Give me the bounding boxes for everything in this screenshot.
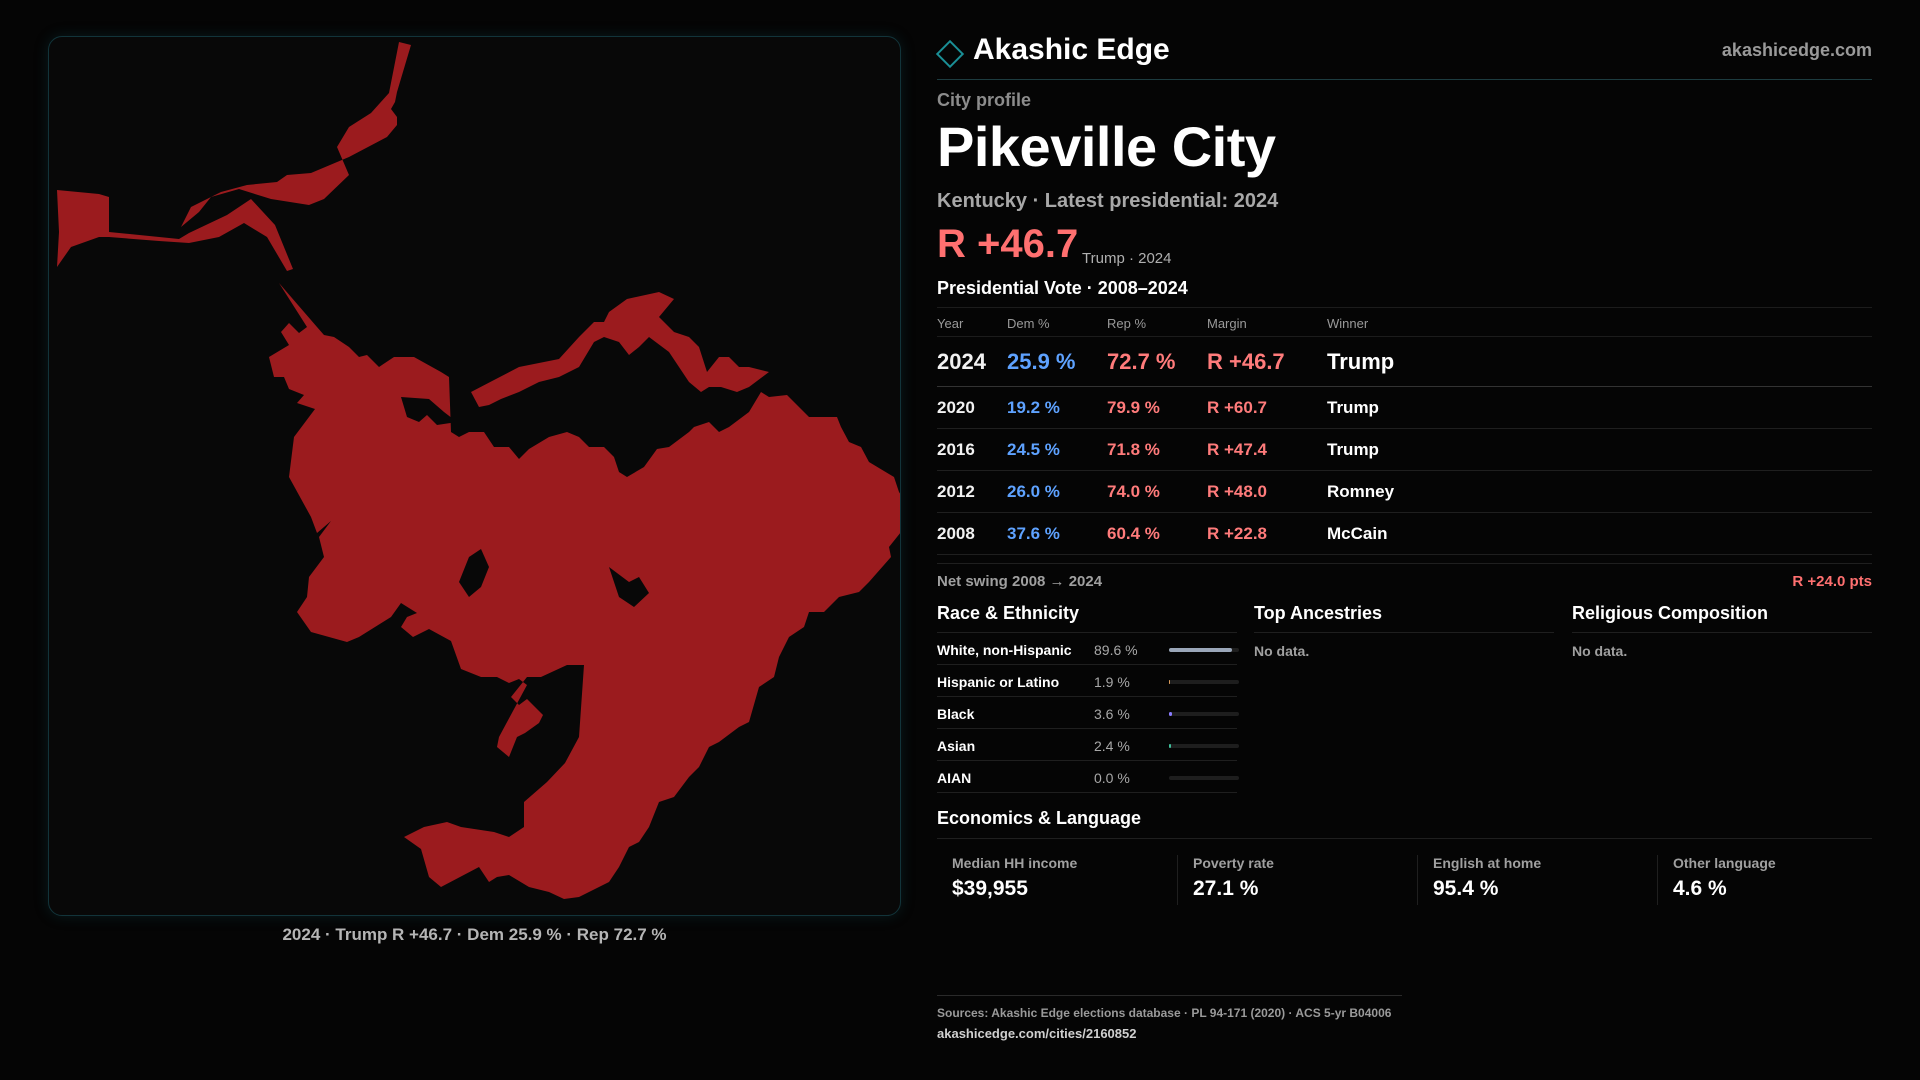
- brand-name: Akashic Edge: [973, 33, 1170, 66]
- race-pct: 1.9 %: [1094, 674, 1130, 690]
- profile-kicker: City profile: [937, 90, 1032, 110]
- boundary-west-arm: [57, 190, 293, 271]
- race-row: [937, 633, 1237, 665]
- row-margin: R +48.0: [1207, 482, 1268, 501]
- race-label: AIAN: [937, 770, 972, 786]
- net-swing-label: Net swing 2008 → 2024: [937, 573, 1103, 590]
- race-bar-track: [1169, 712, 1239, 716]
- row-margin: R +22.8: [1207, 524, 1268, 543]
- net-swing-value: R +24.0 pts: [1792, 573, 1872, 590]
- row-winner: Trump: [1327, 398, 1379, 417]
- table-row: [937, 513, 1872, 555]
- boundary-polygons: [57, 42, 901, 899]
- city-boundary-map: [48, 36, 901, 916]
- city-boundary-shape: [49, 37, 901, 916]
- header-winner: Winner: [1327, 316, 1369, 331]
- race-row: [937, 761, 1237, 793]
- table-row: [937, 471, 1872, 513]
- row-year: 2016: [937, 440, 975, 459]
- row-rep: 74.0 %: [1107, 482, 1160, 501]
- city-profile-panel: [937, 0, 1872, 1080]
- header-margin: Margin: [1207, 316, 1247, 331]
- econ-value: 4.6 %: [1673, 877, 1727, 900]
- race-bar-fill: [1169, 648, 1232, 652]
- source-link[interactable]: akashicedge.com/cities/2160852: [937, 1026, 1137, 1041]
- econ-other-language: [1657, 855, 1887, 905]
- religion-section: [1572, 603, 1872, 659]
- row-year: 2020: [937, 398, 975, 417]
- header-year: Year: [937, 316, 964, 331]
- race-pct: 3.6 %: [1094, 706, 1130, 722]
- econ-value: 27.1 %: [1193, 877, 1259, 900]
- race-row: [937, 665, 1237, 697]
- race-bar-track: [1169, 744, 1239, 748]
- race-section-title: Race & Ethnicity: [937, 603, 1237, 633]
- boundary-north-arm: [181, 42, 411, 227]
- ancestries-empty: No data.: [1254, 643, 1310, 659]
- brand-url[interactable]: akashicedge.com: [1721, 40, 1872, 60]
- religion-empty: No data.: [1572, 643, 1628, 659]
- sources-text: Sources: Akashic Edge elections database · PL 94-171 (2020) · ACS 5-yr B04006: [937, 1006, 1392, 1020]
- race-label: White, non-Hispanic: [937, 642, 1072, 658]
- economics-section-title: Economics & Language: [937, 808, 1142, 828]
- econ-label: Other language: [1673, 855, 1776, 871]
- row-rep: 60.4 %: [1107, 524, 1160, 543]
- row-rep: 79.9 %: [1107, 398, 1160, 417]
- table-header: [937, 307, 1872, 337]
- race-bar-fill: [1169, 712, 1172, 716]
- econ-poverty-rate: [1177, 855, 1407, 905]
- race-bar-fill: [1169, 744, 1171, 748]
- row-rep: 71.8 %: [1107, 440, 1160, 459]
- row-year: 2024: [937, 349, 986, 374]
- econ-label: Poverty rate: [1193, 855, 1274, 871]
- race-row: [937, 729, 1237, 761]
- race-list: [937, 633, 1237, 793]
- presidential-section-title: Presidential Vote · 2008–2024: [937, 278, 1188, 298]
- race-ethnicity-section: [937, 603, 1237, 793]
- row-winner: Trump: [1327, 349, 1395, 374]
- latest-margin-note: Trump · 2024: [1082, 250, 1172, 267]
- ancestries-section: [1254, 603, 1554, 659]
- net-swing-row: [937, 563, 1872, 593]
- presidential-vote-table: [937, 307, 1872, 555]
- race-bar-track: [1169, 776, 1239, 780]
- row-dem: 26.0 %: [1007, 482, 1060, 501]
- sources-footer: [937, 995, 1402, 1041]
- profile-subline: Kentucky · Latest presidential: 2024: [937, 190, 1279, 212]
- econ-median-income: [937, 855, 1167, 905]
- race-bar-fill: [1169, 680, 1170, 684]
- latest-margin: R +46.7: [937, 222, 1079, 266]
- row-dem: 37.6 %: [1007, 524, 1060, 543]
- row-margin: R +46.7: [1207, 349, 1285, 374]
- religion-title: Religious Composition: [1572, 603, 1872, 633]
- page-title: Pikeville City: [937, 115, 1276, 178]
- econ-label: Median HH income: [952, 855, 1078, 871]
- race-pct: 89.6 %: [1094, 642, 1138, 658]
- race-pct: 2.4 %: [1094, 738, 1130, 754]
- diamond-logo-icon: [936, 40, 964, 68]
- race-pct: 0.0 %: [1094, 770, 1130, 786]
- header-rep: Rep %: [1107, 316, 1147, 331]
- econ-english-at-home: [1417, 855, 1647, 905]
- row-dem: 25.9 %: [1007, 349, 1076, 374]
- row-margin: R +47.4: [1207, 440, 1268, 459]
- row-year: 2012: [937, 482, 975, 501]
- race-row: [937, 697, 1237, 729]
- table-row: [937, 337, 1872, 387]
- econ-value: 95.4 %: [1433, 877, 1499, 900]
- race-bar-track: [1169, 680, 1239, 684]
- row-margin: R +60.7: [1207, 398, 1268, 417]
- row-winner: Trump: [1327, 440, 1379, 459]
- race-label: Asian: [937, 738, 976, 754]
- brand-header: [937, 30, 1872, 80]
- row-dem: 24.5 %: [1007, 440, 1060, 459]
- boundary-east-lobe: [471, 292, 769, 407]
- header-dem: Dem %: [1007, 316, 1050, 331]
- economics-divider: [937, 838, 1872, 839]
- table-row: [937, 387, 1872, 429]
- ancestries-title: Top Ancestries: [1254, 603, 1554, 633]
- econ-label: English at home: [1433, 855, 1542, 871]
- row-winner: McCain: [1327, 524, 1388, 543]
- map-caption: 2024 · Trump R +46.7 · Dem 25.9 % · Rep 72.7 %: [282, 925, 667, 944]
- row-dem: 19.2 %: [1007, 398, 1060, 417]
- row-rep: 72.7 %: [1107, 349, 1176, 374]
- race-label: Black: [937, 706, 975, 722]
- row-winner: Romney: [1327, 482, 1395, 501]
- race-bar-track: [1169, 648, 1239, 652]
- row-year: 2008: [937, 524, 975, 543]
- boundary-main-body: [269, 283, 901, 899]
- table-row: [937, 429, 1872, 471]
- race-label: Hispanic or Latino: [937, 674, 1060, 690]
- econ-value: $39,955: [952, 877, 1028, 900]
